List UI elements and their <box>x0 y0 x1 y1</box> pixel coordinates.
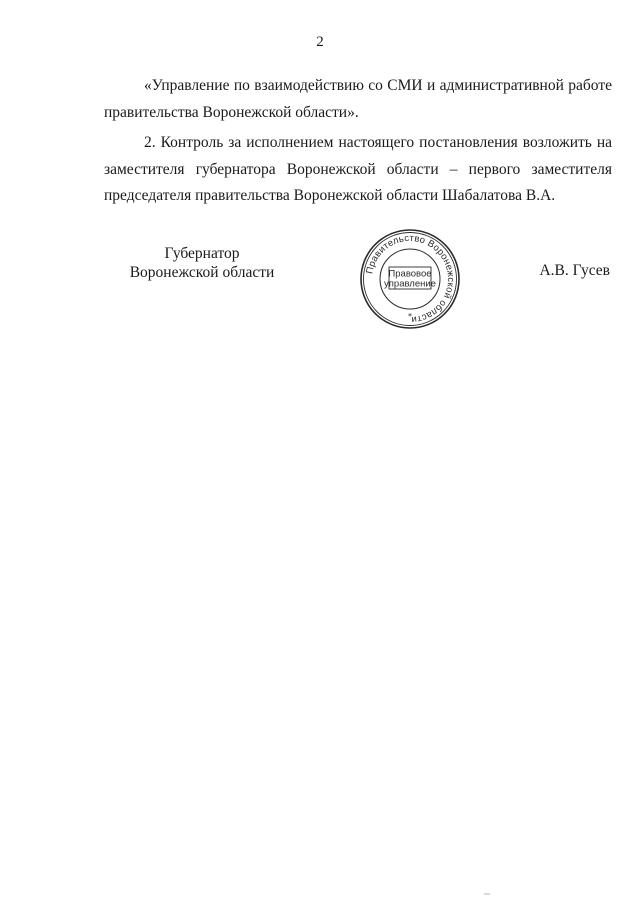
page-number: 2 <box>316 34 324 50</box>
paragraph-control-clause: 2. Контроль за исполнением настоящего постановления возложить на заместителя губернатора Воронежской области – первого заместителя председателя правительства Воронежской области Шабалатова В.А. <box>104 134 612 204</box>
signatory-title-line2: Воронежской области <box>129 264 275 281</box>
scan-artifact <box>484 893 490 895</box>
stamp-inner-line1: Правовое <box>388 268 432 280</box>
signatory-title <box>112 244 292 282</box>
signatory-title-line1: Губернатор <box>164 245 240 262</box>
paragraph-department-name: «Управление по взаимодействию со СМИ и административной работе правительства Воронежской области». <box>104 77 612 121</box>
signatory-name: А.В. Гусев <box>539 262 610 279</box>
stamp-star-icon: * <box>408 312 412 321</box>
stamp-inner-line2: управление <box>384 278 436 290</box>
document-body <box>104 73 612 214</box>
stamp-ring-text: Правительство Воронежской области <box>364 232 457 326</box>
official-stamp <box>358 227 462 331</box>
stamp-seal-graphic <box>358 227 462 331</box>
